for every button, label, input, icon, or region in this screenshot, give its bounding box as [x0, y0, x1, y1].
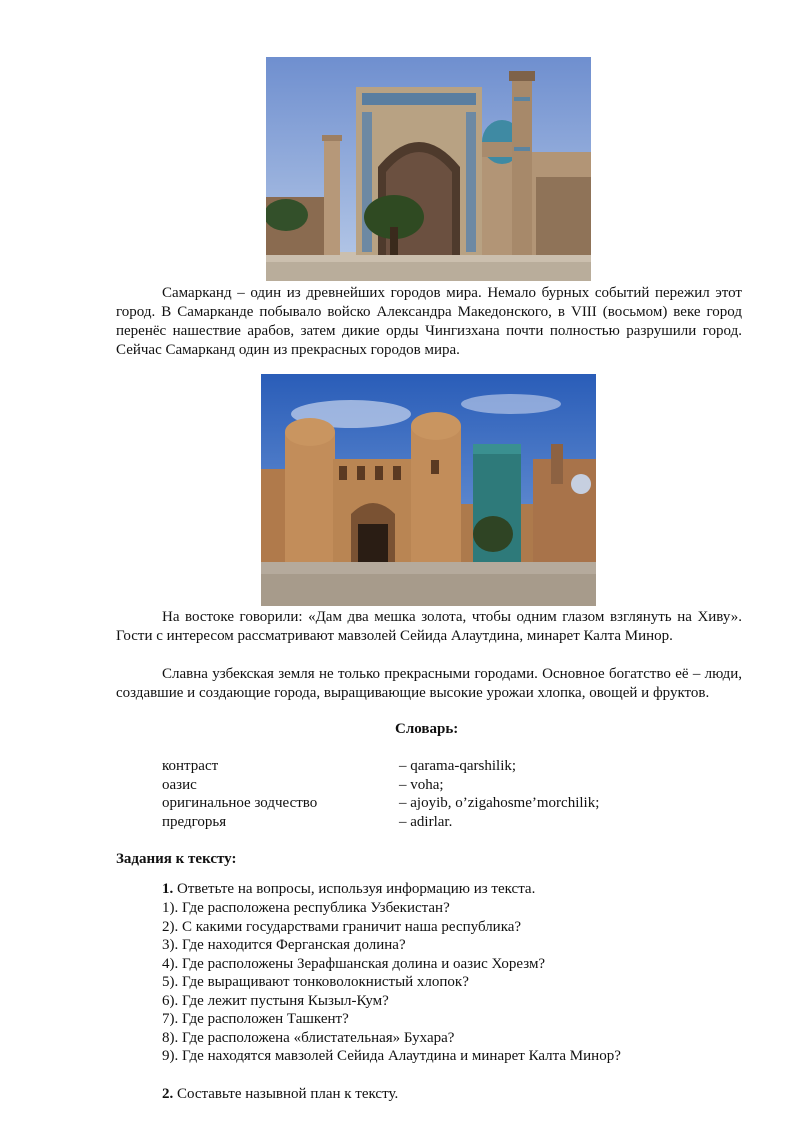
paragraph-khiva: На востоке говорили: «Дам два мешка золота, чтобы одним глазом взглянуть на Хиву». Гости с интересом рассматривают мавзолей Сейида Алаутдина, минарет Калта Минор.	[116, 609, 742, 644]
question-item: 7). Где расположен Ташкент?	[162, 1011, 349, 1027]
task-2-number: 2.	[162, 1086, 174, 1102]
vocab-term: оригинальное зодчество	[162, 795, 318, 811]
paragraph-uzbek-land: Славна узбекская земля не только прекрасными городами. Основное богатство её – люди, создавшие и создающие города, выращивающие высокие урожаи хлопка, овощей и фруктов.	[116, 666, 742, 701]
question-item: 6). Где лежит пустыня Кызыл-Кум?	[162, 993, 389, 1009]
task-1-number: 1.	[162, 881, 174, 897]
task-2-text: Составьте назывной план к тексту.	[173, 1086, 399, 1102]
vocab-definition: – adirlar.	[399, 814, 453, 830]
task-1	[162, 880, 535, 899]
vocab-definition: – qarama-qarshilik;	[399, 758, 517, 774]
paragraph-samarkand: Самарканд – один из древнейших городов мира. Немало бурных событий пережил этот город. В Самарканде побывало войско Александра Македонского, в VIII (восьмом) веке город перенёс нашествие арабов, затем дикие орды Чингизхана почти полностью разрушили город. Сейчас Самарканд один из прекрасных городов мира.	[116, 285, 742, 358]
question-item: 3). Где находится Ферганская долина?	[162, 937, 406, 953]
vocab-definition: – ajoyib, o’zigahosme’morchilik;	[399, 795, 600, 811]
question-item: 1). Где расположена республика Узбекистан?	[162, 900, 450, 916]
vocab-term: предгорья	[162, 814, 227, 830]
question-item: 5). Где выращивают тонковолокнистый хлопок?	[162, 974, 469, 990]
vocab-definition: – voha;	[399, 777, 444, 793]
samarkand-registan-photo	[266, 57, 591, 281]
question-item: 9). Где находятся мавзолей Сейида Алаутдина и минарет Калта Минор?	[162, 1048, 621, 1064]
vocab-term: оазис	[162, 777, 197, 793]
question-item: 8). Где расположена «блистательная» Бухара?	[162, 1030, 455, 1046]
task-2	[162, 1085, 398, 1104]
question-item: 4). Где расположены Зерафшанская долина и оазис Хорезм?	[162, 956, 546, 972]
task-1-text: Ответьте на вопросы, используя информацию из текста.	[173, 881, 536, 897]
question-item: 2). С какими государствами граничит наша республика?	[162, 919, 522, 935]
tasks-title: Задания к тексту:	[116, 851, 237, 867]
vocabulary-title: Словарь:	[395, 721, 459, 737]
vocab-term: контраст	[162, 758, 219, 774]
khiva-gate-photo	[261, 374, 596, 606]
